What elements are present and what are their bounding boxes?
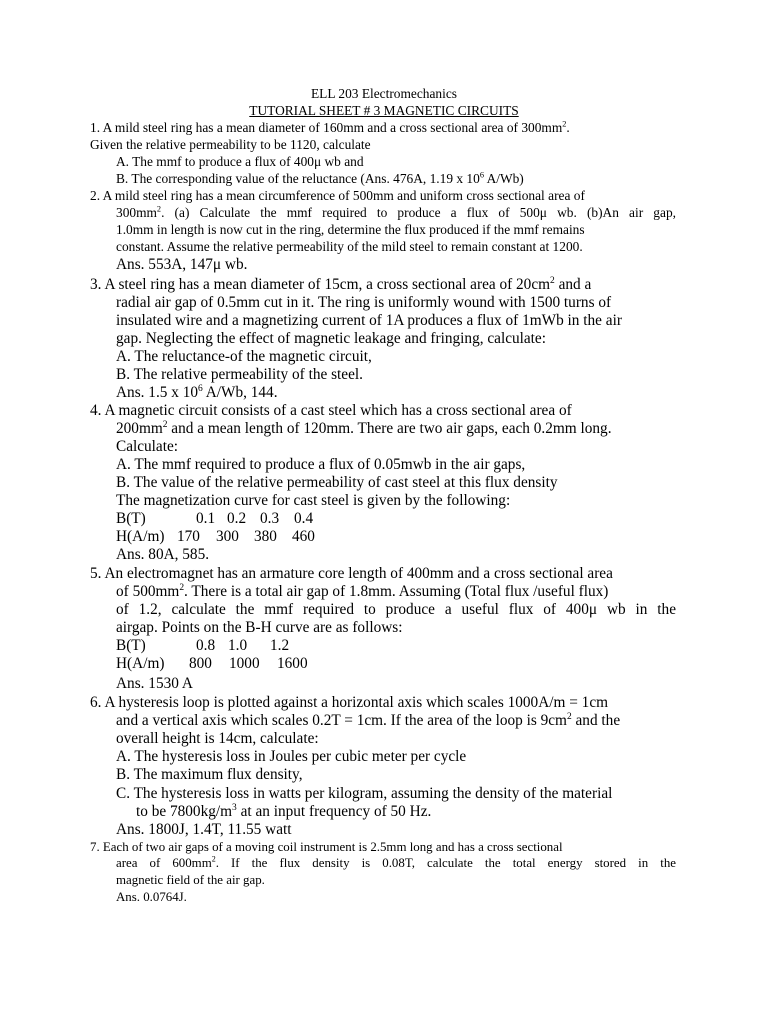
q3-answer: Ans. 1.5 x $10^6$ A/Wb, 144.: [116, 383, 278, 401]
q5-b-value: 1.2: [270, 637, 290, 654]
q4-part-b: B. The value of the relative permeability of cast steel at this flux density: [116, 474, 558, 491]
q3-line-3: insulated wire and a magnetizing current of 1A produces a flux of 1mWb in the air: [116, 312, 622, 329]
q6-line-2: and a vertical axis which scales 0.2T = 1cm. If the area of the loop is $9cm^2$ and the: [116, 711, 621, 729]
q4-h-value: 300: [216, 528, 239, 545]
q5-b-row: [116, 638, 289, 653]
q5-b-value: 0.8: [196, 637, 216, 654]
q6-part-a: A. The hysteresis loss in Joules per cubic meter per cycle: [116, 748, 467, 765]
q5-b-value: 1.0: [228, 637, 248, 654]
q4-line-1: 4. A magnetic circuit consists of a cast steel which has a cross sectional area of: [90, 402, 572, 419]
sheet-title: TUTORIAL SHEET # 3 MAGNETIC CIRCUITS: [249, 103, 519, 118]
q4-h-value: 170: [177, 528, 200, 545]
q6-part-b: B. The maximum flux density,: [116, 766, 303, 783]
q2-line-3: 1.0mm in length is now cut in the ring, determine the flux produced if the mmf remains: [116, 222, 585, 237]
q4-b-label: B(T): [116, 510, 146, 527]
q6-line-3: overall height is 14cm, calculate:: [116, 730, 319, 747]
q4-line-3: Calculate:: [116, 438, 179, 455]
q5-line-2: of $500mm^2$. There is a total air gap of 1.8mm. Assuming (Total flux /useful flux): [116, 582, 609, 600]
q1-part-a: A. The mmf to produce a flux of 400μ wb and: [116, 154, 364, 169]
q7-line-1: 7. Each of two air gaps of a moving coil instrument is 2.5mm long and has a cross sectional: [90, 840, 563, 854]
q7-answer: Ans. 0.0764J.: [116, 890, 187, 904]
q6-part-c-cont: to be $7800kg/m^3$ at an input frequency of 50 Hz.: [136, 802, 432, 820]
q3-part-b: B. The relative permeability of the steel.: [116, 366, 363, 383]
q2-line-2: $300mm^2$. (a) Calculate the mmf required to produce a flux of 500μ wb. (b)An air gap,: [116, 204, 676, 220]
q1-part-b: B. The corresponding value of the reluctance (Ans. 476A, 1.19 x $10^6$ A/Wb): [116, 170, 524, 186]
q5-line-4: airgap. Points on the B-H curve are as follows:: [116, 619, 403, 636]
q7-line-3: magnetic field of the air gap.: [116, 873, 265, 887]
q4-b-value: 0.2: [227, 510, 247, 527]
q4-h-label: H(A/m): [116, 528, 165, 545]
q4-b-value: 0.1: [196, 510, 216, 527]
q5-h-row: [116, 656, 308, 671]
q5-line-1: 5. An electromagnet has an armature core length of 400mm and a cross sectional area: [90, 565, 613, 582]
q2-line-4: constant. Assume the relative permeability of the mild steel to remain constant at 1200.: [116, 239, 583, 254]
q4-h-value: 460: [292, 528, 315, 545]
q4-h-row: [116, 529, 315, 544]
q7-line-2: area of $600mm^2$. If the flux density is 0.08T, calculate the total energy stored in the: [116, 854, 676, 870]
q5-answer: Ans. 1530 A: [116, 675, 193, 692]
q1-line-2: Given the relative permeability to be 1120, calculate: [90, 137, 371, 152]
q4-curve-intro: The magnetization curve for cast steel is given by the following:: [116, 492, 511, 509]
q6-line-1: 6. A hysteresis loop is plotted against a horizontal axis which scales 1000A/m = 1cm: [90, 694, 609, 711]
q4-answer: Ans. 80A, 585.: [116, 546, 210, 563]
q4-b-row: [116, 511, 313, 526]
q4-h-value: 380: [254, 528, 277, 545]
q4-line-2: $200mm^2$ and a mean length of 120mm. There are two air gaps, each 0.2mm long.: [116, 419, 612, 437]
q3-part-a: A. The reluctance-of the magnetic circuit,: [116, 348, 372, 365]
q2-answer: Ans. 553A, 147μ wb.: [116, 256, 248, 273]
q5-b-label: B(T): [116, 637, 146, 654]
q3-line-2: radial air gap of 0.5mm cut in it. The ring is uniformly wound with 1500 turns of: [116, 294, 612, 311]
q5-h-value: 1000: [229, 655, 260, 672]
q6-part-c: C. The hysteresis loss in watts per kilogram, assuming the density of the material: [116, 785, 613, 802]
q1-line-1: 1. A mild steel ring has a mean diameter of 160mm and a cross sectional area of $300mm^2$.: [90, 119, 570, 135]
q5-h-label: H(A/m): [116, 655, 165, 672]
q3-line-4: gap. Neglecting the effect of magnetic leakage and fringing, calculate:: [116, 330, 546, 347]
q3-line-1: 3. A steel ring has a mean diameter of 15cm, a cross sectional area of $20cm^2$ and a: [90, 275, 592, 293]
q5-line-3: of 1.2, calculate the mmf required to produce a useful flux of 400μ wb in the: [116, 601, 676, 618]
q2-line-1: 2. A mild steel ring has a mean circumference of 500mm and uniform cross sectional area of: [90, 188, 585, 203]
q5-h-value: 1600: [277, 655, 308, 672]
course-title: ELL 203 Electromechanics: [311, 86, 457, 101]
q4-b-value: 0.3: [260, 510, 280, 527]
q4-part-a: A. The mmf required to produce a flux of 0.05mwb in the air gaps,: [116, 456, 526, 473]
q5-h-value: 800: [189, 655, 212, 672]
q6-answer: Ans. 1800J, 1.4T, 11.55 watt: [116, 821, 292, 838]
q4-b-value: 0.4: [294, 510, 314, 527]
